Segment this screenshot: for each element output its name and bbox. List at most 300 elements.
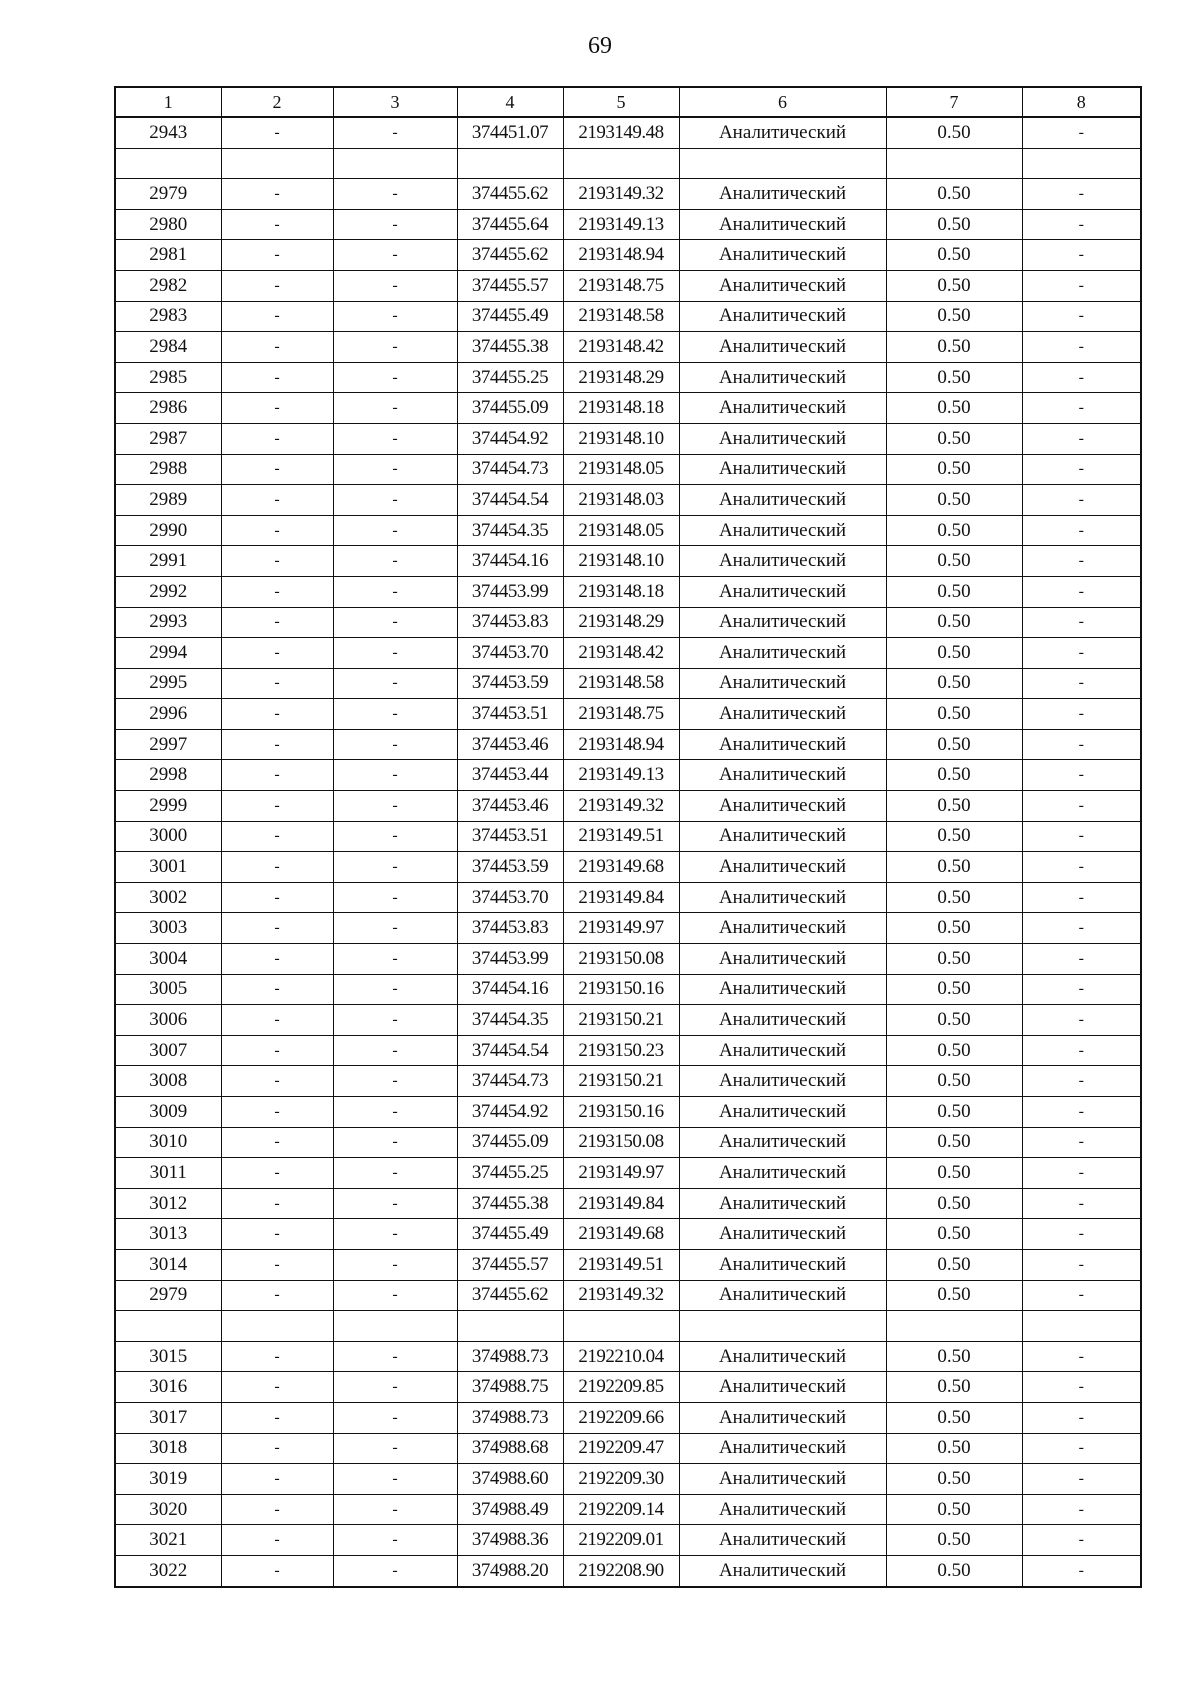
cell-col-2: - bbox=[221, 791, 333, 822]
cell-point-number: 2995 bbox=[115, 668, 221, 699]
table-row bbox=[115, 515, 1141, 546]
cell-coord-y: 2193148.05 bbox=[563, 515, 679, 546]
cell-col-2: - bbox=[221, 576, 333, 607]
cell-method: Аналитический bbox=[679, 179, 886, 210]
cell-point-number: 2980 bbox=[115, 209, 221, 240]
cell-coord-y: 2193148.94 bbox=[563, 729, 679, 760]
table-row bbox=[115, 1464, 1141, 1495]
cell-col-8: - bbox=[1022, 332, 1141, 363]
table-row bbox=[115, 576, 1141, 607]
cell-col-8: - bbox=[1022, 179, 1141, 210]
cell-col-8: - bbox=[1022, 1066, 1141, 1097]
cell-coord-y: 2193149.48 bbox=[563, 117, 679, 148]
cell-accuracy: 0.50 bbox=[886, 240, 1022, 271]
cell-col-8: - bbox=[1022, 760, 1141, 791]
table-row bbox=[115, 729, 1141, 760]
cell-col-2: - bbox=[221, 485, 333, 516]
table-row bbox=[115, 821, 1141, 852]
cell-coord-y: 2193150.08 bbox=[563, 944, 679, 975]
cell-coord-x bbox=[457, 148, 563, 179]
cell-col-8: - bbox=[1022, 852, 1141, 883]
cell-accuracy: 0.50 bbox=[886, 1464, 1022, 1495]
cell-accuracy: 0.50 bbox=[886, 913, 1022, 944]
cell-col-8: - bbox=[1022, 1525, 1141, 1556]
cell-col-8: - bbox=[1022, 607, 1141, 638]
cell-coord-x: 374451.07 bbox=[457, 117, 563, 148]
cell-col-8: - bbox=[1022, 515, 1141, 546]
cell-coord-y: 2193148.18 bbox=[563, 576, 679, 607]
cell-coord-y: 2192209.14 bbox=[563, 1494, 679, 1525]
cell-col-2: - bbox=[221, 944, 333, 975]
cell-col-2: - bbox=[221, 638, 333, 669]
cell-accuracy: 0.50 bbox=[886, 1280, 1022, 1311]
cell-col-8: - bbox=[1022, 668, 1141, 699]
cell-method: Аналитический bbox=[679, 852, 886, 883]
cell-col-8: - bbox=[1022, 393, 1141, 424]
cell-point-number: 3018 bbox=[115, 1433, 221, 1464]
cell-col-8: - bbox=[1022, 1402, 1141, 1433]
cell-col-2: - bbox=[221, 179, 333, 210]
cell-col-2: - bbox=[221, 760, 333, 791]
cell-col-3: - bbox=[333, 913, 457, 944]
cell-col-8: - bbox=[1022, 362, 1141, 393]
cell-col-8: - bbox=[1022, 1494, 1141, 1525]
cell-point-number: 2989 bbox=[115, 485, 221, 516]
cell-coord-x: 374455.09 bbox=[457, 393, 563, 424]
cell-col-2 bbox=[221, 1311, 333, 1342]
cell-point-number: 3016 bbox=[115, 1372, 221, 1403]
cell-point-number: 2983 bbox=[115, 301, 221, 332]
cell-point-number: 2988 bbox=[115, 454, 221, 485]
cell-coord-x: 374454.54 bbox=[457, 485, 563, 516]
cell-method: Аналитический bbox=[679, 1188, 886, 1219]
cell-method: Аналитический bbox=[679, 362, 886, 393]
cell-coord-x: 374453.46 bbox=[457, 729, 563, 760]
cell-coord-x: 374455.57 bbox=[457, 1249, 563, 1280]
table-row bbox=[115, 1005, 1141, 1036]
cell-col-3: - bbox=[333, 1005, 457, 1036]
cell-accuracy: 0.50 bbox=[886, 1005, 1022, 1036]
cell-col-8: - bbox=[1022, 423, 1141, 454]
cell-col-3 bbox=[333, 148, 457, 179]
cell-method: Аналитический bbox=[679, 729, 886, 760]
cell-col-3: - bbox=[333, 1555, 457, 1586]
cell-col-2: - bbox=[221, 1188, 333, 1219]
cell-point-number: 2984 bbox=[115, 332, 221, 363]
cell-point-number: 3015 bbox=[115, 1341, 221, 1372]
cell-coord-x: 374454.35 bbox=[457, 515, 563, 546]
cell-col-3: - bbox=[333, 607, 457, 638]
cell-accuracy: 0.50 bbox=[886, 1494, 1022, 1525]
cell-method: Аналитический bbox=[679, 1035, 886, 1066]
cell-method: Аналитический bbox=[679, 393, 886, 424]
cell-col-2: - bbox=[221, 1280, 333, 1311]
cell-col-8: - bbox=[1022, 821, 1141, 852]
cell-coord-y: 2193148.18 bbox=[563, 393, 679, 424]
cell-col-2: - bbox=[221, 1066, 333, 1097]
table-row bbox=[115, 1035, 1141, 1066]
cell-coord-y: 2193148.03 bbox=[563, 485, 679, 516]
cell-coord-x: 374454.35 bbox=[457, 1005, 563, 1036]
cell-coord-y: 2192209.30 bbox=[563, 1464, 679, 1495]
cell-method: Аналитический bbox=[679, 913, 886, 944]
table-row bbox=[115, 852, 1141, 883]
cell-point-number: 2994 bbox=[115, 638, 221, 669]
cell-coord-x: 374454.16 bbox=[457, 974, 563, 1005]
cell-coord-x: 374454.92 bbox=[457, 423, 563, 454]
cell-coord-x: 374453.83 bbox=[457, 607, 563, 638]
cell-col-8: - bbox=[1022, 1158, 1141, 1189]
cell-coord-y: 2193149.84 bbox=[563, 882, 679, 913]
cell-coord-y: 2193149.32 bbox=[563, 1280, 679, 1311]
cell-col-3: - bbox=[333, 1097, 457, 1128]
cell-col-2: - bbox=[221, 607, 333, 638]
cell-coord-y: 2193149.32 bbox=[563, 791, 679, 822]
cell-method: Аналитический bbox=[679, 1219, 886, 1250]
cell-method: Аналитический bbox=[679, 576, 886, 607]
cell-method bbox=[679, 1311, 886, 1342]
cell-col-8: - bbox=[1022, 301, 1141, 332]
cell-col-2: - bbox=[221, 1097, 333, 1128]
cell-col-2: - bbox=[221, 362, 333, 393]
cell-col-3: - bbox=[333, 1188, 457, 1219]
cell-col-2 bbox=[221, 148, 333, 179]
cell-method: Аналитический bbox=[679, 760, 886, 791]
cell-accuracy: 0.50 bbox=[886, 791, 1022, 822]
table-row bbox=[115, 1341, 1141, 1372]
cell-method: Аналитический bbox=[679, 821, 886, 852]
cell-col-3: - bbox=[333, 179, 457, 210]
cell-coord-y: 2193148.29 bbox=[563, 607, 679, 638]
cell-method: Аналитический bbox=[679, 332, 886, 363]
cell-method: Аналитический bbox=[679, 1158, 886, 1189]
cell-coord-y: 2193149.13 bbox=[563, 760, 679, 791]
cell-col-8: - bbox=[1022, 638, 1141, 669]
cell-point-number: 3010 bbox=[115, 1127, 221, 1158]
column-header-1: 1 bbox=[115, 87, 221, 117]
cell-col-2: - bbox=[221, 393, 333, 424]
cell-accuracy: 0.50 bbox=[886, 1035, 1022, 1066]
table-body bbox=[115, 117, 1141, 1587]
cell-col-3: - bbox=[333, 423, 457, 454]
cell-coord-x: 374453.83 bbox=[457, 913, 563, 944]
cell-col-8: - bbox=[1022, 1433, 1141, 1464]
cell-col-2: - bbox=[221, 454, 333, 485]
table-row bbox=[115, 270, 1141, 301]
cell-col-3: - bbox=[333, 515, 457, 546]
cell-accuracy: 0.50 bbox=[886, 638, 1022, 669]
cell-col-2: - bbox=[221, 546, 333, 577]
cell-col-8: - bbox=[1022, 209, 1141, 240]
page-number: 69 bbox=[588, 33, 612, 59]
cell-method: Аналитический bbox=[679, 638, 886, 669]
table-row bbox=[115, 546, 1141, 577]
cell-coord-y: 2193148.58 bbox=[563, 301, 679, 332]
cell-point-number: 3020 bbox=[115, 1494, 221, 1525]
table-row bbox=[115, 1127, 1141, 1158]
cell-col-3: - bbox=[333, 1066, 457, 1097]
cell-accuracy: 0.50 bbox=[886, 362, 1022, 393]
cell-coord-y: 2193149.32 bbox=[563, 179, 679, 210]
cell-coord-y: 2193150.08 bbox=[563, 1127, 679, 1158]
cell-col-8: - bbox=[1022, 974, 1141, 1005]
cell-method: Аналитический bbox=[679, 1341, 886, 1372]
cell-coord-x: 374988.20 bbox=[457, 1555, 563, 1586]
cell-col-3: - bbox=[333, 882, 457, 913]
table-row bbox=[115, 1402, 1141, 1433]
cell-col-3: - bbox=[333, 393, 457, 424]
cell-col-2: - bbox=[221, 1464, 333, 1495]
column-header-6: 6 bbox=[679, 87, 886, 117]
cell-col-8: - bbox=[1022, 1127, 1141, 1158]
cell-coord-y: 2193149.97 bbox=[563, 1158, 679, 1189]
table-row bbox=[115, 1066, 1141, 1097]
cell-method: Аналитический bbox=[679, 454, 886, 485]
cell-accuracy: 0.50 bbox=[886, 546, 1022, 577]
cell-method: Аналитический bbox=[679, 791, 886, 822]
cell-coord-x: 374455.38 bbox=[457, 332, 563, 363]
cell-coord-y: 2192209.47 bbox=[563, 1433, 679, 1464]
cell-col-3: - bbox=[333, 301, 457, 332]
cell-accuracy: 0.50 bbox=[886, 852, 1022, 883]
cell-coord-y: 2193148.58 bbox=[563, 668, 679, 699]
cell-coord-x: 374454.73 bbox=[457, 1066, 563, 1097]
cell-col-3: - bbox=[333, 546, 457, 577]
cell-method: Аналитический bbox=[679, 1464, 886, 1495]
cell-method: Аналитический bbox=[679, 974, 886, 1005]
cell-point-number: 2992 bbox=[115, 576, 221, 607]
cell-method: Аналитический bbox=[679, 546, 886, 577]
cell-coord-x: 374453.51 bbox=[457, 821, 563, 852]
cell-point-number: 2943 bbox=[115, 117, 221, 148]
separator-row bbox=[115, 148, 1141, 179]
cell-method: Аналитический bbox=[679, 1494, 886, 1525]
cell-col-3: - bbox=[333, 1341, 457, 1372]
cell-coord-y: 2193148.10 bbox=[563, 546, 679, 577]
cell-method: Аналитический bbox=[679, 944, 886, 975]
cell-col-3: - bbox=[333, 638, 457, 669]
cell-accuracy: 0.50 bbox=[886, 1402, 1022, 1433]
table-row bbox=[115, 209, 1141, 240]
cell-col-2: - bbox=[221, 1158, 333, 1189]
table-row bbox=[115, 1188, 1141, 1219]
cell-coord-y bbox=[563, 1311, 679, 1342]
cell-col-8: - bbox=[1022, 944, 1141, 975]
cell-coord-y: 2193149.68 bbox=[563, 1219, 679, 1250]
table-row bbox=[115, 944, 1141, 975]
cell-col-3: - bbox=[333, 944, 457, 975]
cell-method: Аналитический bbox=[679, 1249, 886, 1280]
cell-point-number: 3002 bbox=[115, 882, 221, 913]
cell-col-3: - bbox=[333, 791, 457, 822]
cell-col-8: - bbox=[1022, 1372, 1141, 1403]
cell-col-3: - bbox=[333, 362, 457, 393]
cell-point-number: 2981 bbox=[115, 240, 221, 271]
cell-coord-y: 2193148.29 bbox=[563, 362, 679, 393]
cell-method: Аналитический bbox=[679, 485, 886, 516]
cell-coord-y: 2193148.42 bbox=[563, 332, 679, 363]
table-row bbox=[115, 301, 1141, 332]
cell-coord-x: 374454.73 bbox=[457, 454, 563, 485]
cell-col-3: - bbox=[333, 668, 457, 699]
cell-accuracy: 0.50 bbox=[886, 607, 1022, 638]
cell-col-8: - bbox=[1022, 1555, 1141, 1586]
cell-coord-y: 2193149.13 bbox=[563, 209, 679, 240]
cell-method: Аналитический bbox=[679, 270, 886, 301]
table-row bbox=[115, 1433, 1141, 1464]
cell-accuracy: 0.50 bbox=[886, 576, 1022, 607]
cell-coord-x: 374988.36 bbox=[457, 1525, 563, 1556]
cell-col-2: - bbox=[221, 240, 333, 271]
cell-coord-y: 2193149.68 bbox=[563, 852, 679, 883]
cell-col-2: - bbox=[221, 332, 333, 363]
cell-point-number: 3017 bbox=[115, 1402, 221, 1433]
cell-point-number: 2979 bbox=[115, 179, 221, 210]
table-row bbox=[115, 1158, 1141, 1189]
cell-coord-x: 374455.62 bbox=[457, 240, 563, 271]
cell-col-3: - bbox=[333, 1219, 457, 1250]
cell-col-8: - bbox=[1022, 1341, 1141, 1372]
cell-method bbox=[679, 148, 886, 179]
cell-point-number: 3003 bbox=[115, 913, 221, 944]
cell-method: Аналитический bbox=[679, 1525, 886, 1556]
cell-coord-y: 2192210.04 bbox=[563, 1341, 679, 1372]
cell-coord-x: 374455.62 bbox=[457, 179, 563, 210]
cell-point-number: 3001 bbox=[115, 852, 221, 883]
cell-accuracy: 0.50 bbox=[886, 760, 1022, 791]
cell-col-3: - bbox=[333, 1158, 457, 1189]
table-row bbox=[115, 699, 1141, 730]
cell-coord-x: 374453.99 bbox=[457, 576, 563, 607]
cell-col-2: - bbox=[221, 729, 333, 760]
cell-col-8: - bbox=[1022, 1097, 1141, 1128]
table-row bbox=[115, 117, 1141, 148]
cell-accuracy: 0.50 bbox=[886, 668, 1022, 699]
cell-point-number: 3000 bbox=[115, 821, 221, 852]
cell-coord-x: 374453.51 bbox=[457, 699, 563, 730]
table-row bbox=[115, 454, 1141, 485]
cell-coord-x: 374455.64 bbox=[457, 209, 563, 240]
cell-method: Аналитический bbox=[679, 117, 886, 148]
cell-point-number: 3007 bbox=[115, 1035, 221, 1066]
cell-coord-x: 374455.57 bbox=[457, 270, 563, 301]
cell-coord-x: 374453.99 bbox=[457, 944, 563, 975]
cell-col-8 bbox=[1022, 1311, 1141, 1342]
cell-method: Аналитический bbox=[679, 1127, 886, 1158]
cell-accuracy: 0.50 bbox=[886, 1249, 1022, 1280]
cell-col-3: - bbox=[333, 332, 457, 363]
cell-accuracy: 0.50 bbox=[886, 974, 1022, 1005]
cell-col-2: - bbox=[221, 699, 333, 730]
column-header-3: 3 bbox=[333, 87, 457, 117]
cell-coord-y: 2193148.75 bbox=[563, 699, 679, 730]
cell-col-8: - bbox=[1022, 882, 1141, 913]
cell-col-8: - bbox=[1022, 546, 1141, 577]
cell-col-2: - bbox=[221, 821, 333, 852]
cell-point-number: 2993 bbox=[115, 607, 221, 638]
cell-coord-y: 2192208.90 bbox=[563, 1555, 679, 1586]
cell-col-2: - bbox=[221, 852, 333, 883]
cell-col-8: - bbox=[1022, 1188, 1141, 1219]
cell-accuracy: 0.50 bbox=[886, 209, 1022, 240]
cell-coord-x: 374454.92 bbox=[457, 1097, 563, 1128]
cell-col-2: - bbox=[221, 913, 333, 944]
cell-col-2: - bbox=[221, 301, 333, 332]
table-row bbox=[115, 1494, 1141, 1525]
cell-accuracy: 0.50 bbox=[886, 821, 1022, 852]
cell-accuracy: 0.50 bbox=[886, 515, 1022, 546]
cell-point-number: 2991 bbox=[115, 546, 221, 577]
cell-point-number: 3014 bbox=[115, 1249, 221, 1280]
cell-point-number: 2982 bbox=[115, 270, 221, 301]
table-row bbox=[115, 1280, 1141, 1311]
cell-coord-x: 374453.59 bbox=[457, 852, 563, 883]
cell-method: Аналитический bbox=[679, 1402, 886, 1433]
cell-accuracy: 0.50 bbox=[886, 882, 1022, 913]
cell-method: Аналитический bbox=[679, 1005, 886, 1036]
cell-col-8: - bbox=[1022, 729, 1141, 760]
table-row bbox=[115, 1555, 1141, 1586]
cell-col-2: - bbox=[221, 423, 333, 454]
cell-coord-y: 2193148.94 bbox=[563, 240, 679, 271]
cell-accuracy: 0.50 bbox=[886, 270, 1022, 301]
cell-coord-x: 374455.38 bbox=[457, 1188, 563, 1219]
cell-col-2: - bbox=[221, 1402, 333, 1433]
cell-col-8: - bbox=[1022, 576, 1141, 607]
cell-col-3: - bbox=[333, 454, 457, 485]
cell-accuracy: 0.50 bbox=[886, 301, 1022, 332]
cell-coord-y: 2193149.97 bbox=[563, 913, 679, 944]
cell-coord-y: 2193148.10 bbox=[563, 423, 679, 454]
cell-col-2: - bbox=[221, 209, 333, 240]
cell-col-8: - bbox=[1022, 240, 1141, 271]
cell-coord-x: 374988.73 bbox=[457, 1341, 563, 1372]
cell-col-2: - bbox=[221, 1433, 333, 1464]
cell-method: Аналитический bbox=[679, 1097, 886, 1128]
cell-coord-x: 374454.54 bbox=[457, 1035, 563, 1066]
column-header-8: 8 bbox=[1022, 87, 1141, 117]
cell-col-2: - bbox=[221, 882, 333, 913]
cell-accuracy: 0.50 bbox=[886, 393, 1022, 424]
cell-col-2: - bbox=[221, 1341, 333, 1372]
cell-point-number: 2985 bbox=[115, 362, 221, 393]
table-row bbox=[115, 1525, 1141, 1556]
cell-coord-y: 2193148.42 bbox=[563, 638, 679, 669]
cell-coord-y: 2193150.21 bbox=[563, 1005, 679, 1036]
table-row bbox=[115, 1249, 1141, 1280]
cell-col-3: - bbox=[333, 1372, 457, 1403]
cell-col-3: - bbox=[333, 1035, 457, 1066]
cell-coord-x: 374988.75 bbox=[457, 1372, 563, 1403]
cell-coord-x bbox=[457, 1311, 563, 1342]
table-row bbox=[115, 423, 1141, 454]
cell-coord-x: 374988.68 bbox=[457, 1433, 563, 1464]
cell-col-2: - bbox=[221, 974, 333, 1005]
cell-accuracy: 0.50 bbox=[886, 1372, 1022, 1403]
cell-coord-x: 374455.25 bbox=[457, 1158, 563, 1189]
cell-col-2: - bbox=[221, 1494, 333, 1525]
cell-method: Аналитический bbox=[679, 1433, 886, 1464]
table-row bbox=[115, 393, 1141, 424]
cell-col-8: - bbox=[1022, 270, 1141, 301]
cell-method: Аналитический bbox=[679, 1066, 886, 1097]
cell-col-3: - bbox=[333, 240, 457, 271]
cell-accuracy: 0.50 bbox=[886, 699, 1022, 730]
cell-coord-y: 2193149.51 bbox=[563, 1249, 679, 1280]
cell-accuracy: 0.50 bbox=[886, 179, 1022, 210]
column-header-2: 2 bbox=[221, 87, 333, 117]
cell-col-8: - bbox=[1022, 454, 1141, 485]
